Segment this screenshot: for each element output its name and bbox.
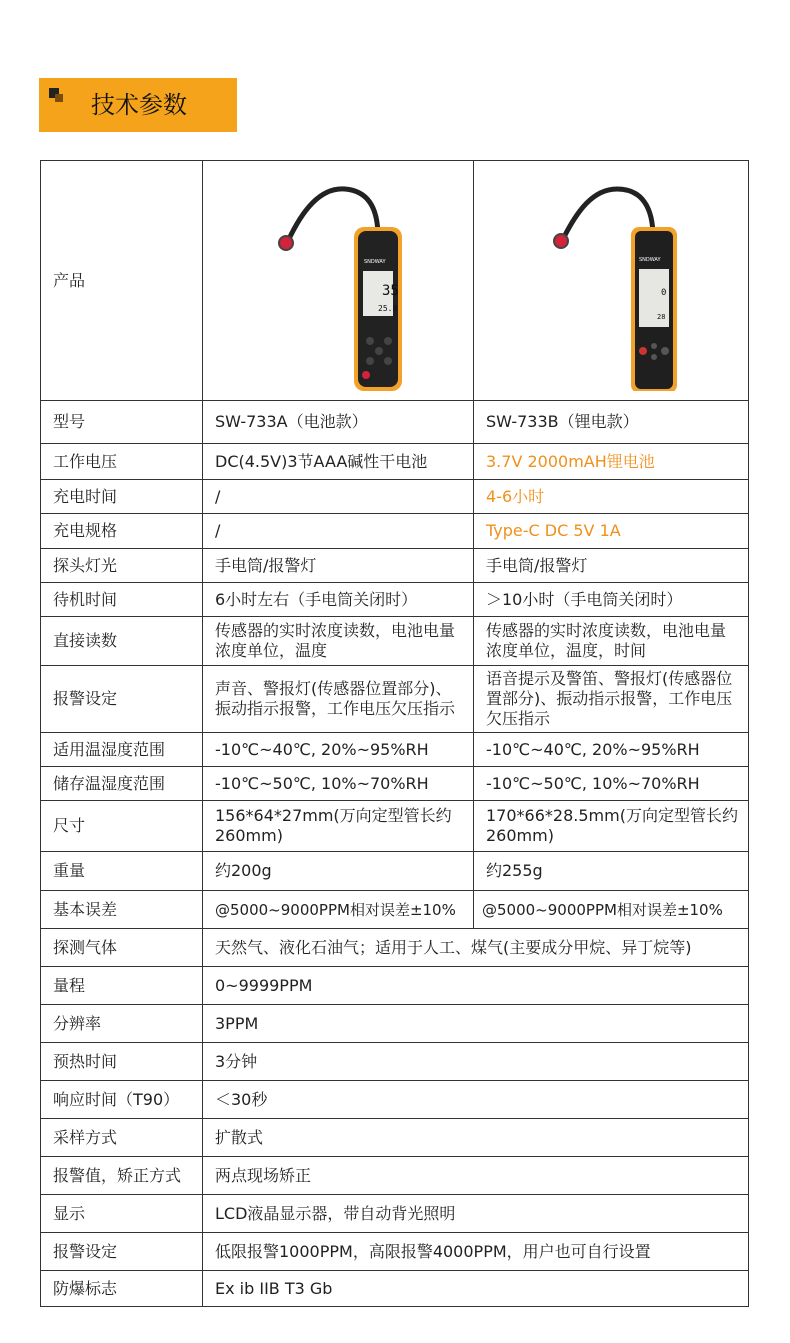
spec-table (40, 160, 749, 1307)
table-row (41, 1043, 749, 1081)
table-row (41, 1081, 749, 1119)
cell-shared: 3PPM (203, 1005, 749, 1043)
table-row (41, 617, 749, 666)
table-row (41, 1233, 749, 1271)
row-label: 重量 (41, 852, 203, 891)
row-label: 预热时间 (41, 1043, 203, 1081)
cell-b: 170*66*28.5mm(万向定型管长约260mm) (474, 801, 749, 852)
cell-a: -10℃~50℃, 10%~70%RH (203, 767, 474, 801)
table-row (41, 401, 749, 444)
cell-a: DC(4.5V)3节AAA碱性干电池 (203, 444, 474, 480)
row-label: 适用温湿度范围 (41, 733, 203, 767)
brand-label-a: SNDWAY (364, 258, 386, 265)
row-label: 量程 (41, 967, 203, 1005)
row-label: 型号 (41, 401, 203, 444)
table-row (41, 801, 749, 852)
brand-label-b: SNDWAY (639, 256, 661, 263)
bullet-square-shadow-icon (55, 94, 63, 102)
row-label: 产品 (41, 161, 203, 401)
row-label: 直接读数 (41, 617, 203, 666)
cell-b: ＞10小时（手电筒关闭时） (474, 583, 749, 617)
row-label: 探头灯光 (41, 549, 203, 583)
cell-b: -10℃~50℃, 10%~70%RH (474, 767, 749, 801)
row-label: 工作电压 (41, 444, 203, 480)
table-row (41, 1157, 749, 1195)
table-row (41, 733, 749, 767)
row-label: 充电时间 (41, 480, 203, 514)
cell-a: 6小时左右（手电筒关闭时） (203, 583, 474, 617)
model-b: SW-733B（锂电款） (474, 401, 749, 444)
section-header (39, 78, 237, 132)
row-label: 报警设定 (41, 666, 203, 733)
cell-b: 4-6小时 (474, 480, 749, 514)
cell-b: -10℃~40℃, 20%~95%RH (474, 733, 749, 767)
cell-a: 约200g (203, 852, 474, 891)
cell-a: @5000~9000PPM相对误差±10% (203, 891, 474, 929)
lcd-reading-b1: 0 (661, 287, 667, 298)
cell-b: 3.7V 2000mAH锂电池 (474, 444, 749, 480)
cell-shared: Ex ib IIB T3 Gb (203, 1271, 749, 1307)
cell-a: 手电筒/报警灯 (203, 549, 474, 583)
cell-shared: ＜30秒 (203, 1081, 749, 1119)
table-row (41, 549, 749, 583)
cell-shared: 天然气、液化石油气；适用于人工、煤气(主要成分甲烷、异丁烷等) (203, 929, 749, 967)
table-row (41, 666, 749, 733)
cell-b: @5000~9000PPM相对误差±10% (474, 891, 749, 929)
row-label: 报警值，矫正方式 (41, 1157, 203, 1195)
table-row (41, 1271, 749, 1307)
row-label: 探测气体 (41, 929, 203, 967)
model-a: SW-733A（电池款） (203, 401, 474, 444)
row-label: 显示 (41, 1195, 203, 1233)
table-row (41, 967, 749, 1005)
lcd-reading-b2: 28 (657, 312, 666, 321)
row-label: 尺寸 (41, 801, 203, 852)
cell-b: 传感器的实时浓度读数，电池电量浓度单位，温度，时间 (474, 617, 749, 666)
cell-shared: 低限报警1000PPM，高限报警4000PPM，用户也可自行设置 (203, 1233, 749, 1271)
table-row (41, 929, 749, 967)
table-row (41, 583, 749, 617)
lcd-reading-a1: 35 (382, 282, 399, 299)
cell-b: 语音提示及警笛、警报灯(传感器位置部分)、振动指示报警，工作电压欠压指示 (474, 666, 749, 733)
row-label: 储存温湿度范围 (41, 767, 203, 801)
table-row (41, 852, 749, 891)
table-row (41, 444, 749, 480)
row-label: 待机时间 (41, 583, 203, 617)
table-row (41, 514, 749, 549)
gas-detector-b-image (533, 171, 693, 391)
cell-shared: 0~9999PPM (203, 967, 749, 1005)
row-label: 防爆标志 (41, 1271, 203, 1307)
cell-shared: 两点现场矫正 (203, 1157, 749, 1195)
row-label: 分辨率 (41, 1005, 203, 1043)
table-row (41, 1195, 749, 1233)
cell-b: 约255g (474, 852, 749, 891)
table-row (41, 161, 749, 401)
cell-a: 传感器的实时浓度读数，电池电量浓度单位，温度 (203, 617, 474, 666)
cell-a: / (203, 480, 474, 514)
lcd-reading-a2: 25.9 (378, 303, 398, 313)
table-row (41, 767, 749, 801)
cell-a: / (203, 514, 474, 549)
cell-a: 声音、警报灯(传感器位置部分)、振动指示报警，工作电压欠压指示 (203, 666, 474, 733)
row-label: 基本误差 (41, 891, 203, 929)
row-label: 响应时间（T90） (41, 1081, 203, 1119)
gas-detector-a-image (260, 171, 420, 391)
cell-a: -10℃~40℃, 20%~95%RH (203, 733, 474, 767)
cell-b: 手电筒/报警灯 (474, 549, 749, 583)
cell-shared: LCD液晶显示器，带自动背光照明 (203, 1195, 749, 1233)
row-label: 报警设定 (41, 1233, 203, 1271)
product-image-a (203, 161, 474, 401)
product-image-b (474, 161, 749, 401)
table-row (41, 1119, 749, 1157)
table-row (41, 1005, 749, 1043)
cell-a: 156*64*27mm(万向定型管长约260mm) (203, 801, 474, 852)
row-label: 采样方式 (41, 1119, 203, 1157)
cell-b: Type-C DC 5V 1A (474, 514, 749, 549)
table-row (41, 891, 749, 929)
cell-shared: 扩散式 (203, 1119, 749, 1157)
cell-shared: 3分钟 (203, 1043, 749, 1081)
row-label: 充电规格 (41, 514, 203, 549)
section-title: 技术参数 (91, 91, 187, 119)
table-row (41, 480, 749, 514)
